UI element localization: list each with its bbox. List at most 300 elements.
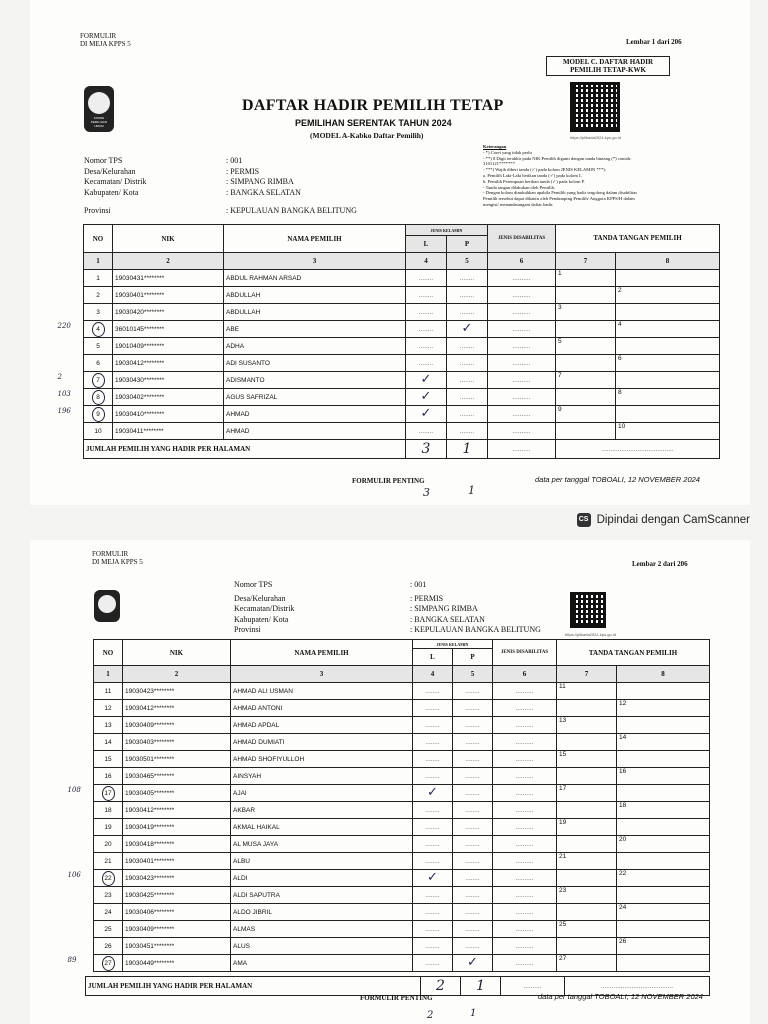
row-disabilitas-value: ..........: [515, 823, 534, 831]
row-p-value: ........: [465, 942, 480, 950]
subtitle: PEMILIHAN SERENTAK TAHUN 2024: [295, 118, 452, 128]
info-values: : 001 : PERMIS : SIMPANG RIMBA : BANGKA SELATAN : KEPULAUAN BANGKA BELITUNG: [226, 156, 357, 215]
row-ttd-8-value: 8: [618, 389, 622, 396]
row-nik-value: 19030451********: [125, 942, 175, 950]
row-nik-value: 19030418********: [125, 840, 175, 848]
table-body: [67, 683, 710, 972]
header-nik: NIK: [113, 225, 224, 253]
row-no-value: 9: [92, 407, 105, 422]
row-nik: [123, 904, 231, 921]
row-ttd-7-value: 17: [559, 785, 567, 792]
row-l-value: ........: [425, 772, 440, 780]
row-nama-value: ALDI SAPUTRA: [233, 891, 280, 899]
row-disabilitas-value: ..........: [515, 772, 534, 780]
table-row: [94, 853, 710, 870]
subtitle-model: (MODEL A-Kabko Daftar Pemilih): [310, 131, 424, 140]
table-row: [94, 717, 710, 734]
row-p: [447, 304, 488, 321]
row-disabilitas-value: ..........: [512, 376, 531, 384]
row-ttd-8-value: 4: [618, 321, 622, 328]
row-nama-value: ABDULLAH: [226, 291, 261, 299]
row-p: [453, 819, 493, 836]
voter-table-2: [67, 639, 710, 972]
row-l-value: ........: [425, 942, 440, 950]
row-l-value: ........: [425, 908, 440, 916]
header-no: NO: [94, 640, 123, 666]
row-nama-value: AHMAD: [226, 410, 250, 418]
row-no-value: 20: [104, 840, 112, 848]
row-no-value: 22: [102, 871, 115, 886]
row-disabilitas-value: ..........: [512, 359, 531, 367]
row-disabilitas-value: ..........: [512, 274, 531, 282]
colnum: 7: [556, 253, 616, 270]
row-p-value: ........: [465, 721, 480, 729]
row-nik-value: 19030411********: [115, 427, 164, 435]
row-no: [84, 423, 113, 440]
row-disabilitas-value: ..........: [512, 308, 531, 316]
row-p: [453, 785, 493, 802]
colnum: 1: [84, 253, 113, 270]
row-disabilitas-value: ..........: [515, 840, 534, 848]
row-l-value: ........: [425, 704, 440, 712]
qr-code-icon: [570, 82, 620, 132]
row-ttd-7-value: 19: [559, 819, 567, 826]
row-no-value: 19: [104, 823, 112, 831]
row-ttd-8-value: 6: [618, 355, 622, 362]
row-nama-value: ADHA: [226, 342, 245, 350]
row-p: [453, 802, 493, 819]
row-nama: [224, 304, 406, 321]
row-ttd-7: [556, 355, 616, 372]
row-nik: [123, 870, 231, 887]
row-nik: [123, 768, 231, 785]
row-nik: [113, 389, 224, 406]
colnum: 1: [94, 666, 123, 683]
row-p-value: ✓: [467, 955, 478, 970]
footer-hand-l: 2: [427, 1010, 434, 1021]
row-ttd-7: [556, 389, 616, 406]
row-disabilitas: [493, 802, 557, 819]
row-no: 220 4: [84, 321, 113, 338]
row-nama-value: ALDO JIBRIL: [233, 908, 273, 916]
row-nama-value: AJAI: [233, 789, 247, 797]
row-p: [453, 938, 493, 955]
row-l-value: ........: [418, 427, 434, 435]
row-ttd-7: [556, 338, 616, 355]
row-no-value: 7: [92, 373, 105, 388]
row-ttd-8-value: 24: [619, 904, 627, 911]
sheet-number: Lembar 2 dari 206: [632, 560, 688, 568]
row-p: [447, 355, 488, 372]
row-ttd-7: [557, 836, 617, 853]
row-ttd-8-value: 16: [619, 768, 627, 775]
row-l-value: ........: [418, 359, 434, 367]
data-date: data per tanggal TOBOALI, 12 NOVEMBER 2024: [535, 475, 700, 484]
row-ttd-7: [557, 870, 617, 887]
row-ttd-7-value: 9: [558, 406, 562, 413]
jumlah-dis: ..........: [488, 440, 556, 459]
table-row: [94, 768, 710, 785]
row-nama: [224, 355, 406, 372]
row-ttd-8: [616, 321, 720, 338]
row-nama: [231, 734, 413, 751]
row-no: [84, 338, 113, 355]
row-nik-value: 19030405********: [125, 789, 175, 797]
row-nama: [231, 819, 413, 836]
row-p: [453, 751, 493, 768]
row-disabilitas: [493, 955, 557, 972]
page-title: DAFTAR HADIR PEMILIH TETAP: [242, 97, 504, 114]
row-disabilitas-value: ..........: [512, 291, 531, 299]
colnum: 4: [413, 666, 453, 683]
row-no: 108 17: [94, 785, 123, 802]
colnum: 3: [224, 253, 406, 270]
table-row: [94, 938, 710, 955]
row-ttd-8: [616, 423, 720, 440]
row-no-value: 11: [104, 687, 112, 695]
row-l-value: ........: [418, 342, 434, 350]
camscanner-icon: CS: [577, 513, 591, 527]
row-disabilitas-value: ..........: [515, 942, 534, 950]
row-nama: [224, 423, 406, 440]
row-nik-value: 19030409********: [125, 925, 175, 933]
kpu-logo-icon: [94, 590, 120, 622]
row-ttd-8-value: 14: [619, 734, 627, 741]
row-disabilitas: [493, 683, 557, 700]
table-row: [94, 751, 710, 768]
row-nama: [231, 938, 413, 955]
row-no: [84, 287, 113, 304]
table-row: [84, 423, 720, 440]
row-p: [453, 904, 493, 921]
kpu-logo-icon: KOMISI PEMILIHAN UMUM: [84, 86, 114, 132]
row-l-value: ✓: [420, 406, 432, 421]
form-sheet-1: [30, 0, 750, 505]
row-l: [406, 423, 447, 440]
row-nik-value: 19030431********: [115, 274, 165, 282]
row-l-value: ........: [425, 755, 440, 763]
row-disabilitas-value: ..........: [515, 806, 534, 814]
row-no-value: 14: [104, 738, 112, 746]
row-l: [413, 870, 453, 887]
row-nik-value: 19030410********: [115, 410, 165, 418]
row-ttd-7: [557, 955, 617, 972]
row-nik: [123, 836, 231, 853]
row-disabilitas-value: ..........: [515, 857, 534, 865]
row-no-value: 4: [92, 322, 105, 337]
row-p: [447, 270, 488, 287]
row-no: [94, 921, 123, 938]
row-no: 2 7: [84, 372, 113, 389]
formulir-label: FORMULIR DI MEJA KPPS 5: [80, 32, 131, 48]
table-row: [94, 870, 710, 887]
row-nama-value: AHMAD ALI USMAN: [233, 687, 293, 695]
row-nama-value: ALUS: [233, 942, 250, 950]
footer-hand-l: 3: [423, 486, 430, 499]
row-l: [413, 921, 453, 938]
row-p: [453, 870, 493, 887]
jumlah-l: 3: [406, 440, 447, 459]
row-p: [453, 853, 493, 870]
row-no: [94, 887, 123, 904]
row-l-value: ✓: [420, 389, 432, 404]
row-nama: [231, 768, 413, 785]
row-p-value: ........: [465, 891, 480, 899]
header-ttd: TANDA TANGAN PEMILIH: [557, 640, 710, 666]
row-l-value: ........: [425, 823, 440, 831]
row-ttd-8: [617, 819, 710, 836]
row-ttd-7: [557, 887, 617, 904]
row-disabilitas: [493, 734, 557, 751]
row-p: [453, 700, 493, 717]
row-ttd-8: [616, 355, 720, 372]
row-p-value: ........: [465, 925, 480, 933]
row-p-value: ........: [465, 755, 480, 763]
row-nik: [123, 751, 231, 768]
row-ttd-8: [617, 700, 710, 717]
row-no-value: 12: [104, 704, 112, 712]
row-nama: [231, 955, 413, 972]
row-ttd-7-value: 7: [558, 372, 562, 379]
row-l-value: ........: [425, 891, 440, 899]
row-nama: [231, 870, 413, 887]
row-p: [447, 321, 488, 338]
camscanner-badge: [577, 513, 750, 527]
row-no-value: 13: [104, 721, 112, 729]
row-ttd-8: [616, 372, 720, 389]
row-nik: [123, 683, 231, 700]
row-p-value: ........: [465, 840, 480, 848]
row-nik-value: 19030423********: [125, 874, 175, 882]
row-l: [406, 304, 447, 321]
row-disabilitas: [493, 751, 557, 768]
row-ttd-7: [557, 734, 617, 751]
row-nik: [123, 802, 231, 819]
row-no-value: 21: [104, 857, 112, 865]
row-ttd-8: [617, 904, 710, 921]
row-p-value: ........: [465, 687, 480, 695]
row-nama-value: ALDI: [233, 874, 248, 882]
row-nama-value: ADI SUSANTO: [226, 359, 270, 367]
row-ttd-8: [617, 887, 710, 904]
header-nik: NIK: [123, 640, 231, 666]
row-disabilitas: [493, 717, 557, 734]
row-no-value: 24: [104, 908, 112, 916]
row-l-value: ........: [425, 857, 440, 865]
row-no-value: 18: [104, 806, 112, 814]
row-nama: [224, 270, 406, 287]
row-nama: [231, 751, 413, 768]
row-disabilitas-value: ..........: [515, 874, 534, 882]
row-disabilitas: [488, 355, 556, 372]
row-disabilitas: [493, 819, 557, 836]
row-nama-value: ALMAS: [233, 925, 256, 933]
jumlah-l: 2: [421, 977, 461, 996]
row-nik: [123, 921, 231, 938]
row-nik-value: 19030425********: [125, 891, 175, 899]
row-nik: [123, 938, 231, 955]
row-p: [447, 338, 488, 355]
row-nik: [123, 819, 231, 836]
table-row: [94, 836, 710, 853]
row-nama-value: AL MUSA JAYA: [233, 840, 279, 848]
row-ttd-7: [557, 802, 617, 819]
jumlah-p: 1: [447, 440, 488, 459]
row-disabilitas: [488, 270, 556, 287]
row-nik: [113, 372, 224, 389]
row-disabilitas-value: ..........: [512, 342, 531, 350]
row-nik: [113, 287, 224, 304]
table-row: [94, 819, 710, 836]
row-nik-value: 19030409********: [125, 721, 175, 729]
row-ttd-7-value: 1: [558, 270, 562, 277]
row-l: [413, 768, 453, 785]
row-disabilitas: [493, 853, 557, 870]
header-jenis-kelamin: JENIS KELAMIN: [406, 225, 488, 236]
row-nama: [231, 904, 413, 921]
row-ttd-8-value: 10: [618, 423, 626, 430]
row-disabilitas-value: ..........: [515, 908, 534, 916]
row-l: [413, 938, 453, 955]
header-nama: NAMA PEMILIH: [224, 225, 406, 253]
row-ttd-7-value: 15: [559, 751, 567, 758]
row-ttd-8: [617, 921, 710, 938]
row-ttd-7: [556, 321, 616, 338]
row-nama-value: AMA: [233, 959, 248, 967]
row-disabilitas: [488, 406, 556, 423]
row-ttd-8-value: 26: [619, 938, 627, 945]
row-l: [413, 887, 453, 904]
row-l: [406, 321, 447, 338]
row-ttd-8: [617, 683, 710, 700]
row-nik-value: 19030449********: [125, 959, 175, 967]
row-p-value: ........: [465, 908, 480, 916]
row-nik-value: 19030401********: [125, 857, 175, 865]
formulir-penting: FORMULIR PENTING: [352, 477, 425, 485]
row-ttd-7-value: 25: [559, 921, 567, 928]
row-no-value: 23: [104, 891, 112, 899]
row-p: [453, 921, 493, 938]
header-no: NO: [84, 225, 113, 253]
row-ttd-7: [556, 423, 616, 440]
row-nama: [231, 836, 413, 853]
form-sheet-2: [30, 540, 750, 1024]
header-nama: NAMA PEMILIH: [231, 640, 413, 666]
row-ttd-7: [556, 270, 616, 287]
row-p-value: ........: [459, 410, 475, 418]
row-p-value: ........: [465, 857, 480, 865]
row-ttd-7: [557, 717, 617, 734]
row-no: 106 22: [94, 870, 123, 887]
row-ttd-8: [617, 751, 710, 768]
row-nama: [231, 802, 413, 819]
row-nama-value: AHMAD APDAL: [233, 721, 280, 729]
row-nik-value: 19030412********: [125, 704, 175, 712]
row-l-value: ........: [418, 325, 434, 333]
row-nama-value: ABDULLAH: [226, 308, 261, 316]
row-disabilitas: [493, 700, 557, 717]
row-l-value: ........: [425, 925, 440, 933]
row-p-value: ........: [465, 789, 480, 797]
row-p-value: ........: [459, 359, 475, 367]
row-nik-value: 19030465********: [125, 772, 175, 780]
info-values: : 001 : PERMIS : SIMPANG RIMBA : BANGKA SELATAN : KEPULAUAN BANGKA BELITUNG: [410, 580, 541, 634]
qr-url: https://pilkada2024.kpu.go.id: [565, 632, 616, 637]
row-ttd-7: [556, 287, 616, 304]
row-no: [94, 734, 123, 751]
formulir-penting: FORMULIR PENTING: [360, 994, 433, 1002]
row-disabilitas: [488, 321, 556, 338]
row-ttd-7-value: 5: [558, 338, 562, 345]
row-p-value: ........: [465, 874, 480, 882]
row-disabilitas-value: ..........: [515, 704, 534, 712]
colnum: 3: [231, 666, 413, 683]
voter-table-1: [57, 224, 720, 459]
row-l: [406, 372, 447, 389]
row-p-value: ✓: [461, 321, 473, 336]
row-nik-value: 19030412********: [125, 806, 175, 814]
row-l-value: ........: [418, 274, 434, 282]
row-ttd-8: [617, 785, 710, 802]
header-disabilitas: JENIS DISABILITAS: [488, 225, 556, 253]
row-nik: [113, 338, 224, 355]
row-disabilitas-value: ..........: [512, 410, 531, 418]
row-l-value: ✓: [427, 870, 438, 885]
row-l-value: ✓: [427, 785, 438, 800]
keterangan-notes: Keterangan - *) Coret yang tidak perlu - **) 8 Digit terakhir pada NIK Pemilih diganti dengan tanda bintang (*) contoh: 3101121******* - ***) Wajib diberi tanda (✓) pada kolom JENIS KELAMIN ***): a. Pemilih Laki-Laki berikan tanda (✓) pada kolom L b. Pemilih Perempuan berikan tanda (✓) pada kolom P. - Tanda tangan dilakukan oleh Pemilih. - Dengan kolom dinubuhkan apabila Pemilih yang hadir tergolong dalam disabilitas Pemilih tersebut dapat dibantu oleh Pendamping Pemilih/ Anggota KPPS/H dalam mengisi/ menandatangani daftar hadir.: [483, 144, 638, 207]
row-nama: [231, 785, 413, 802]
row-nama-value: ABE: [226, 325, 240, 333]
colnum: 6: [488, 253, 556, 270]
row-l: [413, 904, 453, 921]
row-nik: [123, 887, 231, 904]
row-ttd-8: [617, 717, 710, 734]
row-disabilitas: [493, 836, 557, 853]
row-disabilitas-value: ..........: [512, 325, 531, 333]
row-ttd-7-value: 11: [559, 683, 566, 690]
row-p: [447, 423, 488, 440]
row-no-value: 1: [96, 274, 100, 282]
row-no: [94, 938, 123, 955]
row-nik: [123, 853, 231, 870]
header-jenis-kelamin: JENIS KELAMIN: [413, 640, 493, 649]
row-nik-value: 19030430********: [115, 376, 165, 384]
row-ttd-7: [557, 853, 617, 870]
row-nama: [224, 389, 406, 406]
row-disabilitas-value: ..........: [512, 393, 531, 401]
row-l: [406, 287, 447, 304]
table-body: [57, 270, 720, 440]
colnum: 8: [617, 666, 710, 683]
row-nama-value: AHMAD ANTONI: [233, 704, 283, 712]
row-p: [453, 717, 493, 734]
row-l: [413, 955, 453, 972]
row-ttd-7: [556, 372, 616, 389]
table-row: [94, 734, 710, 751]
row-ttd-7: [557, 921, 617, 938]
table-row: [94, 683, 710, 700]
row-ttd-7-value: 3: [558, 304, 562, 311]
row-no-value: 26: [104, 942, 112, 950]
row-no: 196 9: [84, 406, 113, 423]
row-ttd-7: [557, 751, 617, 768]
row-nama: [231, 853, 413, 870]
row-ttd-7: [556, 304, 616, 321]
row-p: [447, 372, 488, 389]
row-nama-value: AKMAL HAIKAL: [233, 823, 280, 831]
row-nama-value: ADISMANTO: [226, 376, 265, 384]
row-nama-value: ABDUL RAHMAN ARSAD: [226, 274, 302, 282]
